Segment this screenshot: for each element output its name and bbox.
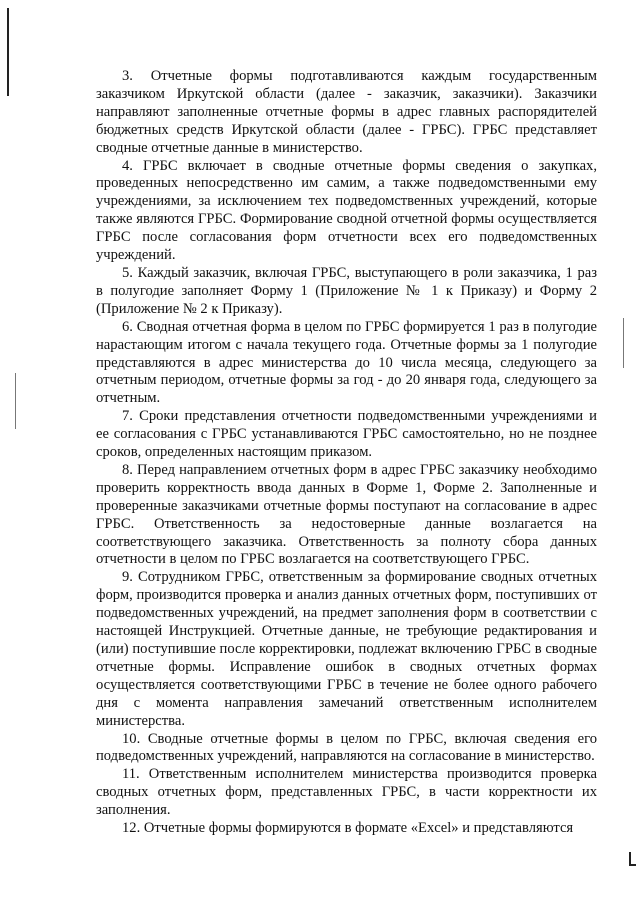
paragraph-4: 4. ГРБС включает в сводные отчетные формы сведения о закупках, проведенных непосредственно им самим, а также подведомственными ему учреждениями, за исключением тех подведомственных учреждений, которые также являются ГРБС. Формирование сводной отчетной формы осуществляется ГРБС после согласования форм отчетности всех его подведомственных учреждений. [96, 157, 597, 264]
paragraph-7: 7. Сроки представления отчетности подведомственными учреждениями и ее согласования с ГРБС устанавливаются ГРБС самостоятельно, но не позднее сроков, определенных настоящим приказом. [96, 408, 597, 461]
paragraph-9: 9. Сотрудником ГРБС, ответственным за формирование сводных отчетных форм, производится проверка и анализ данных отчетных форм, поступивших от подведомственных учреждений, на предмет заполнения форм в соответствии с настоящей Инструкцией. Отчетные данные, не требующие редактирования и (или) поступившие после корректировки, подлежат включению ГРБС в сводные отчетные формы. Исправление ошибок в сводных отчетных формах осуществляется соответствующими ГРБС в течение не более одного рабочего дня с момента направления замечаний ответственным исполнителем министерства. [96, 569, 597, 729]
paragraph-5: 5. Каждый заказчик, включая ГРБС, выступающего в роли заказчика, 1 раз в полугодие заполняет Форму 1 (Приложение № 1 к Приказу) и Форму 2 (Приложение № 2 к Приказу). [96, 264, 597, 317]
scan-artifact-left-edge [7, 8, 9, 96]
document-body [96, 68, 597, 838]
paragraph-12: 12. Отчетные формы формируются в формате «Excel» и представляются [122, 820, 574, 837]
paragraph-3: 3. Отчетные формы подготавливаются каждым государственным заказчиком Иркутской области (далее - заказчик, заказчики). Заказчики направляют заполненные отчетные формы в адрес главных распорядителей бюджетных средств Иркутской области (далее - ГРБС). ГРБС представляет сводные отчетные данные в министерство. [96, 68, 597, 156]
paragraph-10: 10. Сводные отчетные формы в целом по ГРБС, включая сведения его подведомственных учреждений, направляются на согласование в министерство. [96, 730, 597, 765]
paragraph-6: 6. Сводная отчетная форма в целом по ГРБС формируется 1 раз в полугодие нарастающим итогом с начала текущего года. Отчетные формы за 1 полугодие представляются в адрес министерства до 10 числа месяца, следующего за отчетным периодом, отчетные формы за год - до 20 января года, следующего за отчетным. [96, 318, 597, 407]
scan-artifact-right-edge [623, 318, 624, 368]
scan-artifact-left-margin [15, 373, 16, 429]
paragraph-8: 8. Перед направлением отчетных форм в адрес ГРБС заказчику необходимо проверить корректность ввода данных в Форме 1, Форме 2. Заполненные и проверенные заказчиками отчетные формы поступают на согласование в адрес ГРБС. Ответственность за недостоверные данные возлагается на соответствующего заказчика. Ответственность за полноту сбора данных отчетности в целом по ГРБС возлагается на соответствующего ГРБС. [96, 461, 597, 568]
paragraph-11: 11. Ответственным исполнителем министерства производится проверка сводных отчетных форм, представленных ГРБС, в части корректности их заполнения. [96, 766, 597, 819]
scan-artifact-corner-horizontal [629, 864, 636, 866]
